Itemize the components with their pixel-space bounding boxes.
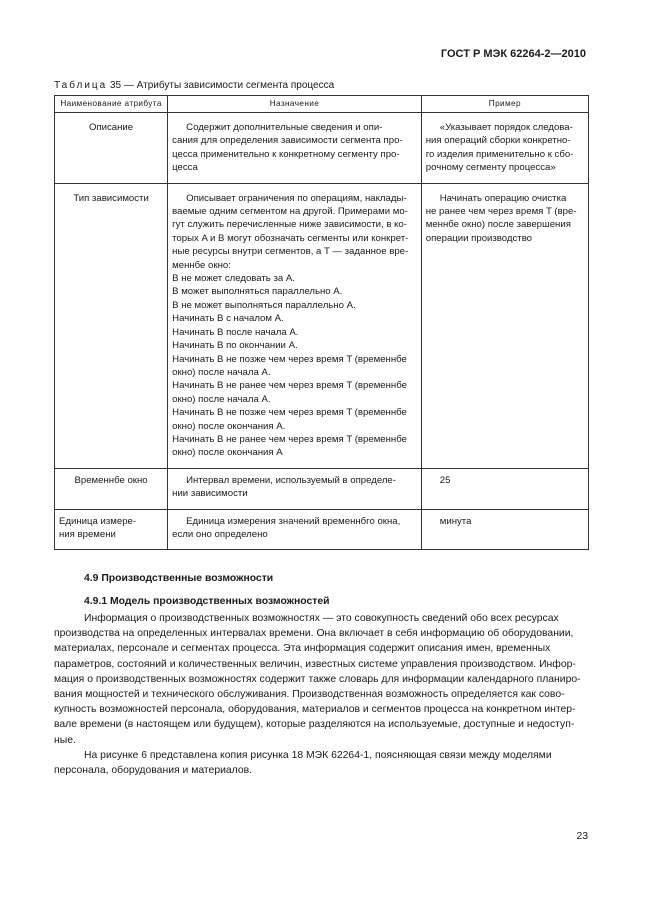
table-row bbox=[55, 468, 589, 509]
purpose-line: сания для определения зависимости сегмента про- bbox=[172, 135, 403, 147]
example-line: 25 bbox=[439, 474, 451, 486]
attributes-table bbox=[54, 95, 589, 550]
attr-name: Описание bbox=[88, 122, 134, 133]
attr-name: Временнбе окно bbox=[74, 474, 148, 486]
page-number: 23 bbox=[576, 831, 588, 842]
purpose-line: Содержит дополнительные сведения и опи- bbox=[186, 122, 383, 133]
subsection-title: 4.9.1 Модель производственных возможностей bbox=[84, 596, 330, 607]
purpose-line: если оно определено bbox=[172, 528, 268, 540]
attr-purpose-cell bbox=[168, 183, 422, 468]
attr-example-cell bbox=[421, 183, 588, 468]
purpose-line: меннбе окно: bbox=[172, 259, 231, 271]
purpose-line: окно) после окончания A bbox=[172, 447, 283, 459]
purpose-line: окно) после начала A. bbox=[172, 366, 271, 378]
column-header-purpose: Назначение bbox=[168, 96, 422, 113]
attr-purpose-cell bbox=[168, 509, 422, 550]
attr-name: Тип зависимости bbox=[73, 192, 149, 204]
text-line: вания мощностей и технического обслуживания. Производственная возможность определяется как сово- bbox=[54, 689, 565, 701]
example-line: го изделия применительно к сбо- bbox=[425, 148, 574, 160]
text-line: ные. bbox=[54, 734, 76, 746]
text-line: вале времени (в настоящем или будущем), которые разделяются на используемые, доступные и недоступ- bbox=[54, 719, 575, 731]
body-text bbox=[54, 611, 589, 778]
example-line: «Указывает порядок следова- bbox=[439, 122, 573, 133]
attr-name-cell bbox=[55, 468, 168, 509]
purpose-line: Начинать B после начала A. bbox=[172, 326, 299, 338]
attr-example-cell bbox=[421, 468, 588, 509]
document-code: ГОСТ Р МЭК 62264-2—2010 bbox=[440, 48, 586, 60]
purpose-line: окно) после начала A. bbox=[172, 393, 271, 405]
paragraph bbox=[54, 611, 589, 748]
attr-name-line: Единица измере- bbox=[59, 515, 137, 527]
attr-example-cell bbox=[421, 509, 588, 550]
purpose-line: цесса применительно к конкретному сегменту про- bbox=[172, 148, 400, 160]
table-header-row bbox=[55, 96, 589, 113]
purpose-line: Начинать B не позже чем через время T (временнбе bbox=[172, 353, 407, 365]
text-line: материалах, персонале и сегментах процесса. Эта информация содержит описания имен, временных bbox=[54, 643, 551, 655]
purpose-line: торых A и B могут обозначать сегменты или конкрет- bbox=[172, 232, 409, 244]
paragraph bbox=[54, 748, 589, 778]
table-row bbox=[55, 113, 589, 184]
purpose-line: B не может выполняться параллельно A. bbox=[172, 299, 356, 311]
text-line: параметров, состояний и количественных величин, известных системе управления производством. Инфор- bbox=[54, 658, 576, 670]
table-caption-prefix: Таблица bbox=[54, 80, 108, 91]
table-caption-text: 35 — Атрибуты зависимости сегмента процесса bbox=[107, 80, 335, 91]
example-line: минута bbox=[439, 515, 472, 527]
example-line: меннбе окно) после завершения bbox=[425, 219, 571, 231]
column-header-example: Пример bbox=[421, 96, 588, 113]
purpose-line: Начинать B с началом A. bbox=[172, 313, 284, 325]
purpose-line: Начинать B по окончании A. bbox=[172, 340, 298, 352]
text-line: персонала, оборудования и материалов. bbox=[54, 765, 253, 777]
column-header-name: Наименование атрибута bbox=[55, 96, 168, 113]
purpose-line: ваемые одним сегментом на другой. Примерами мо- bbox=[172, 206, 408, 218]
attr-name-cell bbox=[55, 509, 168, 550]
purpose-line: Интервал времени, используемый в определе- bbox=[186, 474, 396, 486]
purpose-line: ные ресурсы внутри сегментов, а T — заданное вре- bbox=[172, 246, 409, 258]
text-line: На рисунке 6 представлена копия рисунка 18 МЭК 62264-1, поясняющая связи между моделями bbox=[84, 749, 552, 761]
purpose-line: Описывает ограничения по операциям, наклады- bbox=[186, 192, 407, 204]
table-row bbox=[55, 183, 589, 468]
table-caption bbox=[54, 80, 334, 91]
text-line: мация о производственных возможностях содержит также словарь для информации календарного планиро- bbox=[54, 673, 581, 685]
purpose-line: нии зависимости bbox=[172, 488, 248, 500]
purpose-line: цесса bbox=[172, 162, 198, 174]
purpose-line: Начинать B не ранее чем через время T (временнбе bbox=[172, 380, 407, 392]
attr-purpose-cell bbox=[168, 113, 422, 184]
section-title: 4.9 Производственные возможности bbox=[84, 573, 274, 584]
table-row bbox=[55, 509, 589, 550]
example-line: не ранее чем через время T (вре- bbox=[425, 206, 577, 218]
attr-purpose-cell bbox=[168, 468, 422, 509]
purpose-line: окно) после окончания A. bbox=[172, 420, 286, 432]
attr-name-cell bbox=[55, 183, 168, 468]
purpose-line: B может выполняться параллельно A. bbox=[172, 286, 343, 298]
example-line: Начинать операцию очистка bbox=[439, 192, 567, 204]
example-line: рочному сегменту процесса» bbox=[425, 162, 556, 174]
purpose-line: B не может следовать за A. bbox=[172, 273, 295, 285]
example-line: ния операций сборки конкретно- bbox=[425, 135, 571, 147]
example-line: операции производство bbox=[425, 232, 533, 244]
purpose-line: Начинать B не ранее чем через время T (временнбе bbox=[172, 433, 407, 445]
purpose-line: Начинать B не позже чем через время T (временнбе bbox=[172, 407, 407, 419]
text-line: Информация о производственных возможностях — это совокупность сведений обо всех ресурсах bbox=[84, 613, 559, 624]
attr-name-line: ния времени bbox=[59, 528, 116, 540]
text-line: купность возможностей персонала, оборудования, материалов и сегментов процесса на конкретном интер- bbox=[54, 704, 576, 716]
attr-name-cell bbox=[55, 113, 168, 184]
attr-example-cell bbox=[421, 113, 588, 184]
text-line: производства на определенных интервалах времени. Она включает в себя информацию об оборудовании, bbox=[54, 628, 574, 640]
purpose-line: гут служить перечисленные ниже зависимости, в ко- bbox=[172, 219, 407, 231]
purpose-line: Единица измерения значений временнбго окна, bbox=[186, 515, 401, 527]
